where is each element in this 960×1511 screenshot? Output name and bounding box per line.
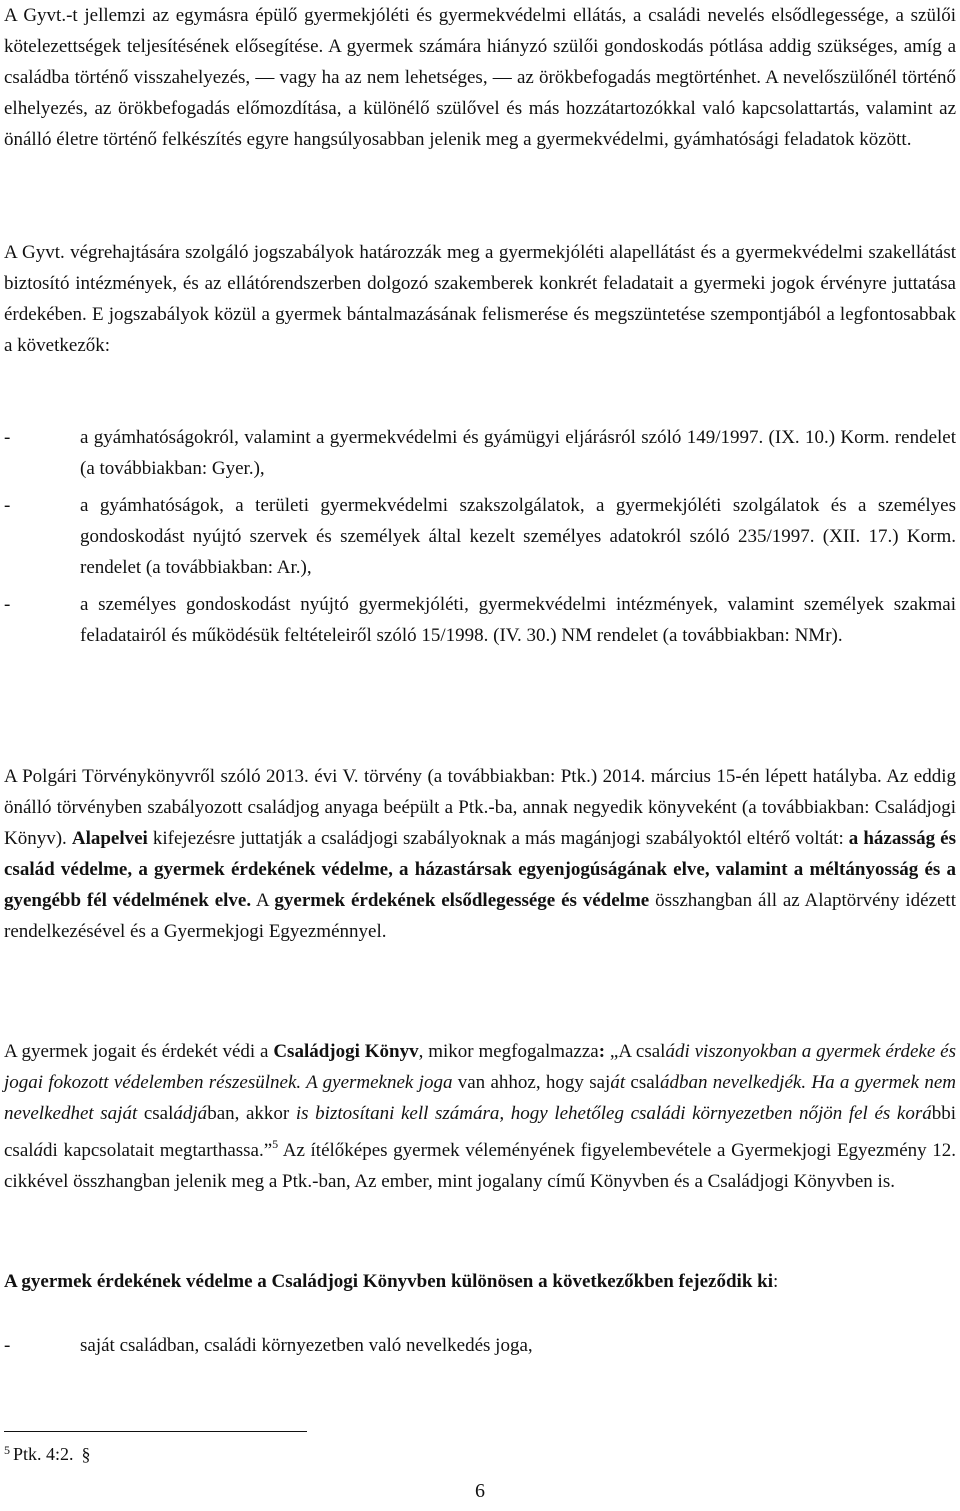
text-run: ban, akkor <box>207 1103 296 1124</box>
bold-run: Alapelvei <box>71 828 148 849</box>
footnote-text: Ptk. 4:2. <box>13 1444 74 1464</box>
list-item-text: a gyámhatóságok, a területi gyermekvédelmi szakszolgálatok, a gyermekjóléti szolgálatok és a személyes gondoskodást nyújtó szervek és személyek által kezelt személyes adatokról szóló 235/1997. (XII. 17.) Korm. rendelet (a továbbiakban: Ar.), <box>80 495 956 578</box>
bold-run: : <box>598 1041 606 1062</box>
italic-run: át <box>610 1072 626 1093</box>
page-number: 6 <box>475 1480 485 1502</box>
italic-run: á <box>33 1140 44 1161</box>
text-run: , mikor megfogalmazza <box>418 1041 599 1062</box>
paragraph-family-law-book <box>4 1036 956 1197</box>
bold-run: gyermek érdekének elsődlegessége és védelme <box>274 890 650 911</box>
list-item <box>4 1330 956 1361</box>
italic-run: is biztosítani kell számára, hogy lehetőleg családi környezetben nőjön fel és korá <box>295 1103 932 1124</box>
regulations-list <box>4 422 956 657</box>
paragraph-implementing-regulations: A Gyvt. végrehajtására szolgáló jogszabályok határozzák meg a gyermekjóléti alapellátást és a gyermekvédelmi szakellátást biztosító intézmények, és az ellátórendszerben dolgozó szakemberek konkrét feladatait a gyermeki jogok érvényre juttatása érdekében. E jogszabályok közül a gyermek bántalmazásának felismerése és megszüntetése szempontjából a legfontosabbak a következők: <box>4 242 956 356</box>
list-dash: - <box>4 594 11 615</box>
list-item <box>4 589 956 651</box>
italic-run: ádban nevelkedjék. Ha a gyermek nem nevelkedhet saját <box>4 1072 957 1124</box>
bold-run: Családjogi Könyv <box>273 1041 419 1062</box>
list-dash: - <box>4 1335 11 1356</box>
section-link-icon[interactable]: § <box>81 1444 91 1464</box>
footnote <box>4 1436 91 1468</box>
italic-run: ádi viszonyokban a gyermek érdeke és jogai fokozott védelemben részesülnek. A gyermeknek joga <box>4 1041 956 1093</box>
list-dash: - <box>4 427 11 448</box>
italic-run: ádjá <box>173 1103 208 1124</box>
text-run: : <box>772 1271 779 1292</box>
text-run: összhangban áll az Alaptörvény idézett rendelkezésével és a Gyermekjogi Egyezménnyel. <box>4 890 956 942</box>
list-item <box>4 490 956 583</box>
list-item-text: a gyámhatóságokról, valamint a gyermekvédelmi és gyámügyi eljárásról szóló 149/1997. (IX. 10.) Korm. rendelet (a továbbiakban: Gyer.), <box>80 427 956 479</box>
paragraph-child-interest-heading <box>4 1266 956 1297</box>
text-run: Az ítélőképes gyermek véleményének figyelembevétele a Gyermekjogi Egyezmény 12. cikkével összhangban jelenik meg a Ptk.-ban, Az ember, mint jogalany című Könyvben és a Családjogi Könyvben is. <box>4 1140 956 1192</box>
text-run: A Polgári Törvénykönyvről szóló 2013. évi V. törvény (a továbbiakban: Ptk.) 2014. március 15-én lépett hatályba. Az eddig önálló törvényben szabályozott családjog anyaga beépült a Ptk.-ba, annak negyedik könyveként (a továbbiakban: Családjogi Könyv). <box>4 766 956 849</box>
list-dash: - <box>4 495 11 516</box>
list-item-text: saját családban, családi környezetben való nevelkedés joga, <box>80 1335 533 1356</box>
text-run: csal <box>625 1072 660 1093</box>
list-item <box>4 422 956 484</box>
text-run: A <box>251 890 275 911</box>
text-run: kifejezésre juttatják a családjogi szabályoknak a más magánjogi szabályoktól eltérő voltát: <box>147 828 849 849</box>
text-run: „A csal <box>605 1041 666 1062</box>
footnote-separator <box>4 1431 307 1432</box>
text-run: csal <box>137 1103 174 1124</box>
bold-run: A gyermek érdekének védelme a Családjogi Könyvben különösen a következőkben fejeződik ki <box>4 1271 773 1292</box>
text-run: A gyermek jogait és érdekét védi a <box>4 1041 274 1062</box>
paragraph-civil-code <box>4 761 956 947</box>
footnote-number: 5 <box>4 1443 10 1457</box>
text-run: van ahhoz, hogy saj <box>452 1072 611 1093</box>
paragraph-gyvt-principles: A Gyvt.-t jellemzi az egymásra épülő gyermekjóléti és gyermekvédelmi ellátás, a családi nevelés elsődlegessége, a szülői kötelezettségek teljesítésének elősegítése. A gyermek számára hiányzó szülői gondoskodás pótlása addig szükséges, amíg a családba történő visszahelyezés, — vagy ha az nem lehetséges, — az örökbefogadás megtörténhet. A nevelőszülőnél történő elhelyezés, az örökbefogadás előmozdítása, a különélő szülővel és más hozzátartozókkal való kapcsolattartás, valamint az önálló életre történő felkészítés egyre hangsúlyosabban jelenik meg a gyermekvédelmi, gyámhatósági feladatok között. <box>4 5 956 150</box>
list-item-text: a személyes gondoskodást nyújtó gyermekjóléti, gyermekvédelmi intézmények, valamint személyek szakmai feladatairól és működésük feltételeiről szóló 15/1998. (IV. 30.) NM rendelet (a továbbiakban: NMr). <box>80 594 956 646</box>
text-run: bbi csal <box>4 1103 957 1161</box>
bold-run: a házasság és család védelme, a gyermek érdekének védelme, a házastársak egyenjogúságának elve, valamint a méltányosság és a gyengébb fél védelmének elve. <box>4 828 956 911</box>
footnote-reference[interactable]: 5 <box>272 1137 279 1151</box>
child-interest-list <box>4 1330 956 1367</box>
text-run: di kapcsolatait megtarthassa.” <box>43 1140 273 1161</box>
